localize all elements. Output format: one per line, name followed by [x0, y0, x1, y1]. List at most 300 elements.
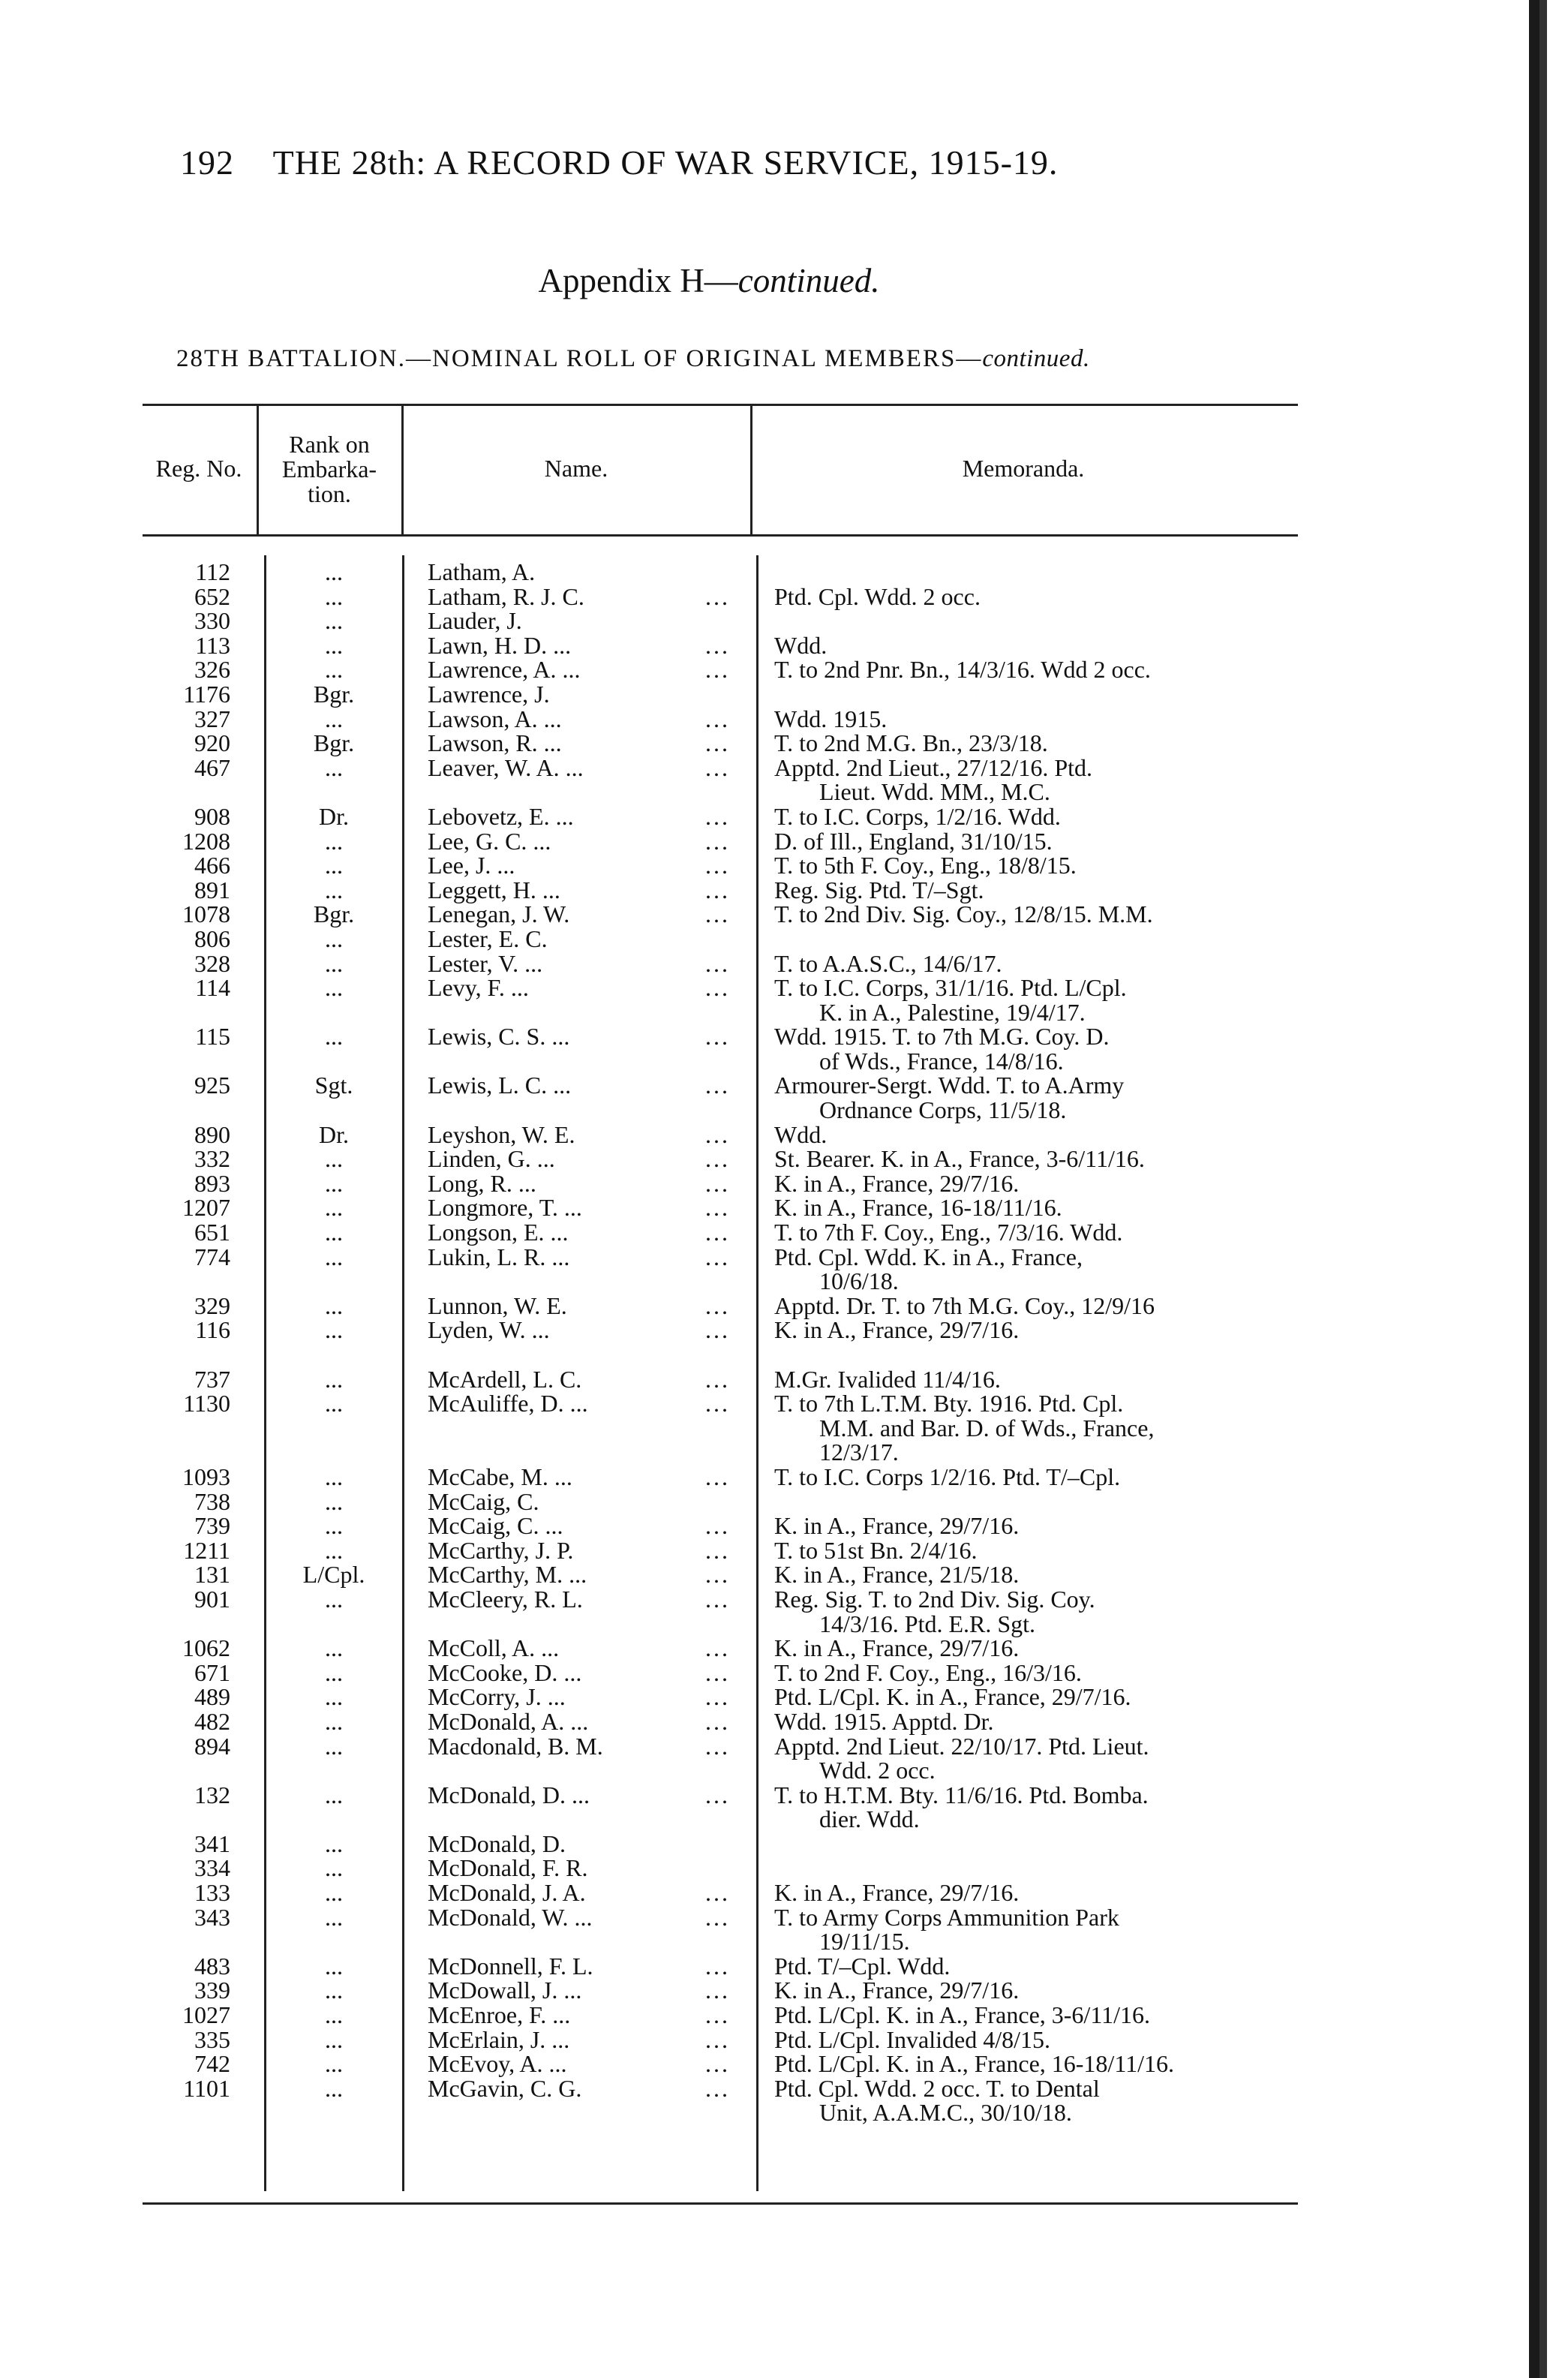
memoranda-cell — [774, 878, 1299, 903]
reg-number: 327 — [194, 705, 230, 732]
rank-cell: ... — [325, 1243, 343, 1270]
name-cell: McCooke, D. ... — [428, 1658, 582, 1686]
memoranda-cell — [774, 2025, 1299, 2053]
memoranda-line: Ptd. Cpl. Wdd. 2 occ. — [774, 582, 981, 610]
reg-number: 1101 — [183, 2074, 230, 2102]
leader-dots: ... — [705, 705, 730, 732]
memoranda-cell — [774, 1685, 1299, 1709]
reg-number: 739 — [194, 1512, 230, 1540]
name-cell: Lauder, J. — [428, 607, 522, 635]
leader-dots: ... — [705, 949, 730, 977]
leader-dots: ... — [705, 1512, 730, 1540]
table-row — [0, 1734, 1568, 1783]
rank-cell: ... — [325, 974, 343, 1002]
reg-number: 339 — [194, 1977, 230, 2004]
memoranda-line: dier. Wdd. — [819, 1805, 920, 1833]
table-row — [0, 1318, 1568, 1342]
reg-number: 671 — [194, 1658, 230, 1686]
rank-cell: ... — [325, 1194, 343, 1222]
reg-number: 908 — [194, 802, 230, 830]
memoranda-line: T. to 51st Bn. 2/4/16. — [774, 1536, 978, 1564]
column-divider — [401, 405, 404, 534]
rank-cell: ... — [325, 1585, 343, 1613]
rank-cell: ... — [325, 656, 343, 684]
table-row — [0, 1685, 1568, 1709]
memoranda-cell — [774, 2003, 1299, 2028]
reg-number: 652 — [194, 582, 230, 610]
table-row — [0, 853, 1568, 878]
table-row — [0, 1487, 1568, 1515]
memoranda-line: Ptd. Cpl. Wdd. 2 occ. T. to Dental — [774, 2074, 1100, 2102]
memoranda-cell — [774, 853, 1299, 878]
table-row — [0, 1658, 1568, 1686]
name-cell: McDonald, W. ... — [428, 1903, 593, 1931]
name-cell: Lawson, A. ... — [428, 705, 562, 732]
nominal-roll-rows — [0, 560, 1568, 2125]
memoranda-line: Apptd. 2nd Lieut. 22/10/17. Ptd. Lieut. — [774, 1732, 1149, 1760]
leader-dots: ... — [705, 1977, 730, 2004]
memoranda-cell — [774, 829, 1299, 854]
table-row — [0, 1147, 1568, 1171]
memoranda-line: Ordnance Corps, 11/5/18. — [819, 1096, 1067, 1124]
table-row — [0, 633, 1568, 658]
memoranda-line: T. to 7th F. Coy., Eng., 7/3/16. Wdd. — [774, 1219, 1123, 1246]
table-row — [0, 753, 1568, 806]
reg-number: 1207 — [182, 1194, 230, 1222]
reg-number: 482 — [194, 1707, 230, 1735]
reg-number: 114 — [195, 974, 230, 1002]
memoranda-line: Lieut. Wdd. MM., M.C. — [819, 778, 1050, 806]
leader-dots: ... — [705, 827, 730, 855]
leader-dots: ... — [705, 974, 730, 1002]
table-row — [0, 924, 1568, 952]
rank-cell: ... — [325, 949, 343, 977]
name-cell: Lawn, H. D. ... — [428, 631, 572, 659]
reg-number: 133 — [194, 1879, 230, 1907]
memoranda-line: T. to 2nd F. Coy., Eng., 16/3/16. — [774, 1658, 1082, 1686]
table-row — [0, 731, 1568, 756]
leader-dots: ... — [705, 1658, 730, 1686]
rank-cell: ... — [325, 1879, 343, 1907]
rank-cell: Bgr. — [313, 680, 355, 708]
table-row — [0, 949, 1568, 977]
table-row — [0, 560, 1568, 585]
reg-number: 467 — [194, 753, 230, 781]
rank-cell: ... — [325, 1291, 343, 1319]
table-row — [0, 2052, 1568, 2076]
name-cell: McColl, A. ... — [428, 1634, 560, 1662]
memoranda-cell — [774, 1073, 1299, 1122]
memoranda-cell — [774, 1391, 1299, 1465]
leader-dots: ... — [705, 1316, 730, 1344]
memoranda-line: K. in A., France, 29/7/16. — [774, 1879, 1020, 1907]
reg-number: 891 — [194, 876, 230, 903]
name-cell: McCarthy, M. ... — [428, 1561, 587, 1589]
memoranda-line: K. in A., France, 29/7/16. — [774, 1977, 1020, 2004]
name-cell: McDonald, D. ... — [428, 1781, 590, 1808]
reg-number: 1078 — [182, 900, 230, 928]
name-cell: Lewis, L. C. ... — [428, 1072, 572, 1099]
memoranda-cell — [774, 1978, 1299, 2003]
table-row — [0, 1120, 1568, 1148]
name-cell: Lewis, C. S. ... — [428, 1023, 570, 1051]
rank-cell: ... — [325, 2050, 343, 2078]
name-cell: Lenegan, J. W. — [428, 900, 570, 928]
name-cell: McCabe, M. ... — [428, 1463, 572, 1490]
leader-dots: ... — [705, 1243, 730, 1270]
reg-number: 335 — [194, 2025, 230, 2053]
table-row — [0, 657, 1568, 682]
reg-number: 343 — [194, 1903, 230, 1931]
name-cell: McDonnell, F. L. — [428, 1952, 593, 1980]
memoranda-line: Unit, A.A.M.C., 30/10/18. — [819, 2099, 1072, 2127]
leader-dots: ... — [705, 729, 730, 757]
table-row — [0, 1073, 1568, 1122]
memoranda-cell — [774, 1709, 1299, 1734]
reg-number: 115 — [195, 1023, 230, 1051]
name-cell: Lebovetz, E. ... — [428, 802, 574, 830]
leader-dots: ... — [705, 2001, 730, 2029]
leader-dots: ... — [705, 1683, 730, 1711]
rank-cell: ... — [325, 1683, 343, 1711]
rank-cell: ... — [325, 558, 343, 585]
memoranda-line: M.Gr. Ivalided 11/4/16. — [774, 1365, 1001, 1393]
leader-dots: ... — [705, 1023, 730, 1051]
name-cell: McCaig, C. ... — [428, 1512, 563, 1540]
reg-number: 806 — [194, 924, 230, 952]
memoranda-cell — [774, 1636, 1299, 1661]
rank-cell: ... — [325, 852, 343, 879]
name-cell: McEnroe, F. ... — [428, 2001, 571, 2029]
memoranda-cell — [774, 1734, 1299, 1783]
name-cell: Leaver, W. A. ... — [428, 753, 584, 781]
running-title: THE 28th: A RECORD OF WAR SERVICE, 1915-19. — [272, 143, 1059, 182]
rank-cell: Dr. — [319, 1120, 349, 1148]
memoranda-cell — [774, 1147, 1299, 1171]
name-cell: McErlain, J. ... — [428, 2025, 570, 2053]
table-top-rule — [143, 404, 1298, 406]
leader-dots: ... — [705, 2025, 730, 2053]
reg-number: 890 — [194, 1120, 230, 1148]
reg-number: 329 — [194, 1291, 230, 1319]
leader-dots: ... — [705, 1634, 730, 1662]
memoranda-cell — [774, 1291, 1299, 1319]
memoranda-cell — [774, 1905, 1299, 1954]
rank-cell: ... — [325, 1023, 343, 1051]
memoranda-cell — [774, 1195, 1299, 1220]
name-cell: McAuliffe, D. ... — [428, 1390, 588, 1417]
memoranda-line: K. in A., France, 29/7/16. — [774, 1169, 1020, 1197]
memoranda-cell — [774, 1587, 1299, 1636]
column-header-memoranda: Memoranda. — [962, 455, 1085, 482]
leader-dots: ... — [705, 1219, 730, 1246]
reg-number: 651 — [194, 1219, 230, 1246]
leader-dots: ... — [705, 1390, 730, 1417]
table-row — [0, 1171, 1568, 1196]
leader-dots: ... — [705, 1561, 730, 1589]
memoranda-cell — [774, 949, 1299, 977]
table-row — [0, 1954, 1568, 1979]
memoranda-cell — [774, 1954, 1299, 1979]
name-cell: McArdell, L. C. — [428, 1365, 582, 1393]
table-row — [0, 682, 1568, 707]
memoranda-line: T. to 5th F. Coy., Eng., 18/8/15. — [774, 852, 1077, 879]
leader-dots: ... — [705, 1291, 730, 1319]
memoranda-line: Wdd. 1915. Apptd. Dr. — [774, 1707, 994, 1735]
column-header-name: Name. — [544, 455, 608, 482]
name-cell: Leggett, H. ... — [428, 876, 560, 903]
leader-dots: ... — [705, 582, 730, 610]
name-cell: Leyshon, W. E. — [428, 1120, 575, 1148]
memoranda-line: Wdd. — [774, 1120, 828, 1148]
name-cell: Linden, G. ... — [428, 1145, 555, 1173]
memoranda-cell — [774, 976, 1299, 1024]
memoranda-line: Ptd. Cpl. Wdd. K. in A., France, — [774, 1243, 1083, 1270]
reg-number: 332 — [194, 1145, 230, 1173]
table-row — [0, 1905, 1568, 1954]
memoranda-line: T. to H.T.M. Bty. 11/6/16. Ptd. Bomba. — [774, 1781, 1149, 1808]
column-divider — [750, 405, 752, 534]
table-row — [0, 1538, 1568, 1563]
name-cell: McDonald, J. A. — [428, 1879, 586, 1907]
header-bottom-rule — [143, 534, 1298, 537]
memoranda-line: 12/3/17. — [819, 1439, 899, 1466]
reg-number: 925 — [194, 1072, 230, 1099]
appendix-heading: Appendix H—continued. — [538, 262, 880, 299]
table-row — [0, 1709, 1568, 1734]
table-row — [0, 1291, 1568, 1319]
reg-number: 328 — [194, 949, 230, 977]
name-cell: Lunnon, W. E. — [428, 1291, 567, 1319]
memoranda-line: Apptd. Dr. T. to 7th M.G. Coy., 12/9/16 — [774, 1291, 1155, 1319]
memoranda-line: Ptd. L/Cpl. K. in A., France, 3-6/11/16. — [774, 2001, 1151, 2029]
memoranda-cell — [774, 1538, 1299, 1563]
memoranda-line: Wdd. 1915. — [774, 705, 888, 732]
memoranda-line: T. to A.A.S.C., 14/6/17. — [774, 949, 1002, 977]
name-cell: McDonald, F. R. — [428, 1854, 588, 1882]
rank-cell: ... — [325, 1390, 343, 1417]
scan-edge-shadow — [1523, 0, 1568, 2378]
memoranda-cell — [774, 1465, 1299, 1490]
reg-number: 893 — [194, 1169, 230, 1197]
leader-dots: ... — [705, 802, 730, 830]
name-cell: Longson, E. ... — [428, 1219, 569, 1246]
rank-cell: ... — [325, 607, 343, 635]
table-row — [0, 609, 1568, 633]
leader-dots: ... — [705, 852, 730, 879]
rank-cell: Sgt. — [314, 1072, 353, 1099]
rank-cell: ... — [325, 924, 343, 952]
table-row — [0, 1880, 1568, 1905]
name-cell: Lawrence, A. ... — [428, 656, 581, 684]
memoranda-line: Ptd. L/Cpl. Invalided 4/8/15. — [774, 2025, 1050, 2053]
name-cell: Lawrence, J. — [428, 680, 550, 708]
table-row — [0, 878, 1568, 903]
name-cell: Lyden, W. ... — [428, 1316, 550, 1344]
reg-number: 774 — [194, 1243, 230, 1270]
rank-cell: ... — [325, 1977, 343, 2004]
memoranda-line: M.M. and Bar. D. of Wds., France, — [819, 1414, 1155, 1442]
rank-cell: ... — [325, 876, 343, 903]
name-cell: Lee, G. C. ... — [428, 827, 551, 855]
rank-cell: ... — [325, 1169, 343, 1197]
memoranda-line: K. in A., France, 21/5/18. — [774, 1561, 1020, 1589]
table-row — [0, 2076, 1568, 2125]
memoranda-cell — [774, 1880, 1299, 1905]
leader-dots: ... — [705, 1879, 730, 1907]
rank-cell: ... — [325, 1952, 343, 1980]
memoranda-line: K. in A., Palestine, 19/4/17. — [819, 998, 1086, 1026]
reg-number: 483 — [194, 1952, 230, 1980]
reg-number: 1130 — [183, 1390, 230, 1417]
name-cell: McDonald, A. ... — [428, 1707, 589, 1735]
name-cell: Macdonald, B. M. — [428, 1732, 603, 1760]
memoranda-cell — [774, 1024, 1299, 1073]
table-row — [0, 1978, 1568, 2003]
leader-dots: ... — [705, 876, 730, 903]
rank-cell: ... — [325, 2074, 343, 2102]
name-cell: Latham, A. — [428, 558, 536, 585]
leader-dots: ... — [705, 1732, 730, 1760]
name-cell: McCorry, J. ... — [428, 1683, 566, 1711]
rank-cell: ... — [325, 1829, 343, 1857]
reg-number: 742 — [194, 2050, 230, 2078]
leader-dots: ... — [705, 1072, 730, 1099]
leader-dots: ... — [705, 1781, 730, 1808]
reg-number: 1211 — [183, 1536, 230, 1564]
reg-number: 894 — [194, 1732, 230, 1760]
memoranda-cell — [774, 804, 1299, 829]
table-row — [0, 582, 1568, 610]
rank-cell: ... — [325, 1781, 343, 1808]
memoranda-line: Ptd. T/–Cpl. Wdd. — [774, 1952, 951, 1980]
rank-cell: ... — [325, 631, 343, 659]
memoranda-cell — [774, 707, 1299, 732]
rank-cell: ... — [325, 1219, 343, 1246]
reg-number: 112 — [195, 558, 230, 585]
memoranda-line: 19/11/15. — [819, 1928, 910, 1956]
rank-cell: ... — [325, 1487, 343, 1515]
memoranda-cell — [774, 582, 1299, 610]
name-cell: Lee, J. ... — [428, 852, 515, 879]
table-row — [0, 1783, 1568, 1832]
rank-cell: ... — [325, 827, 343, 855]
rank-cell: ... — [325, 1316, 343, 1344]
appendix-title: Appendix H — [538, 262, 704, 299]
rank-cell: ... — [325, 582, 343, 610]
name-cell: Levy, F. ... — [428, 974, 529, 1002]
name-cell: Long, R. ... — [428, 1169, 536, 1197]
section-gap — [0, 1342, 1568, 1367]
reg-number: 1208 — [182, 827, 230, 855]
memoranda-line: Wdd. — [774, 631, 828, 659]
name-cell: Lukin, L. R. ... — [428, 1243, 570, 1270]
rank-cell: L/Cpl. — [302, 1561, 365, 1589]
memoranda-line: K. in A., France, 29/7/16. — [774, 1316, 1020, 1344]
rank-cell: ... — [325, 1463, 343, 1490]
memoranda-line: Armourer-Sergt. Wdd. T. to A.Army — [774, 1072, 1125, 1099]
reg-number: 131 — [194, 1561, 230, 1589]
table-row — [0, 2003, 1568, 2028]
table-row — [0, 1024, 1568, 1073]
reg-number: 341 — [194, 1829, 230, 1857]
leader-dots: ... — [705, 2050, 730, 2078]
rank-cell: ... — [325, 1707, 343, 1735]
reg-number: 1062 — [182, 1634, 230, 1662]
leader-dots: ... — [705, 753, 730, 781]
name-cell: Lester, V. ... — [428, 949, 543, 977]
rank-cell: ... — [325, 2025, 343, 2053]
appendix-suffix: continued. — [737, 262, 880, 299]
table-row — [0, 1245, 1568, 1294]
memoranda-line: T. to I.C. Corps, 1/2/16. Wdd. — [774, 802, 1061, 830]
memoranda-line: of Wds., France, 14/8/16. — [819, 1047, 1064, 1075]
page-number: 192 — [180, 143, 234, 182]
table-subtitle — [176, 345, 1090, 373]
memoranda-line: Reg. Sig. Ptd. T/–Sgt. — [774, 876, 984, 903]
rank-cell: ... — [325, 705, 343, 732]
memoranda-cell — [774, 1367, 1299, 1392]
subtitle-suffix: continued. — [982, 345, 1090, 372]
leader-dots: ... — [705, 1365, 730, 1393]
rank-cell: Bgr. — [313, 900, 355, 928]
name-cell: McEvoy, A. ... — [428, 2050, 567, 2078]
rank-cell: Dr. — [319, 802, 349, 830]
memoranda-cell — [774, 1514, 1299, 1538]
rank-cell: ... — [325, 1634, 343, 1662]
rank-cell: ... — [325, 1512, 343, 1540]
memoranda-cell — [774, 902, 1299, 927]
reg-number: 116 — [195, 1316, 230, 1344]
memoranda-cell — [774, 731, 1299, 756]
rank-cell: ... — [325, 1854, 343, 1882]
rank-cell: ... — [325, 753, 343, 781]
table-row — [0, 1562, 1568, 1587]
table-row — [0, 1220, 1568, 1245]
reg-number: 466 — [194, 852, 230, 879]
memoranda-cell — [774, 1120, 1299, 1148]
rank-cell: ... — [325, 1903, 343, 1931]
name-cell: McCleery, R. L. — [428, 1585, 583, 1613]
leader-dots: ... — [705, 1952, 730, 1980]
memoranda-line: 14/3/16. Ptd. E.R. Sgt. — [819, 1610, 1036, 1637]
leader-dots: ... — [705, 1145, 730, 1173]
leader-dots: ... — [705, 900, 730, 928]
column-header-reg: Reg. No. — [155, 455, 242, 482]
reg-number: 738 — [194, 1487, 230, 1515]
rank-cell: ... — [325, 1658, 343, 1686]
rank-cell: ... — [325, 1732, 343, 1760]
reg-number: 1176 — [183, 680, 230, 708]
reg-number: 326 — [194, 656, 230, 684]
memoranda-cell — [774, 2076, 1299, 2125]
memoranda-line: T. to Army Corps Ammunition Park — [774, 1903, 1119, 1931]
table-row — [0, 707, 1568, 732]
name-cell: McCaig, C. — [428, 1487, 539, 1515]
name-cell: McCarthy, J. P. — [428, 1536, 574, 1564]
table-row — [0, 902, 1568, 927]
table-bottom-rule — [143, 2202, 1298, 2205]
name-cell: Latham, R. J. C. — [428, 582, 584, 610]
rank-cell: Bgr. — [313, 729, 355, 757]
rank-cell: ... — [325, 1536, 343, 1564]
leader-dots: ... — [705, 656, 730, 684]
reg-number: 113 — [195, 631, 230, 659]
reg-number: 920 — [194, 729, 230, 757]
reg-number: 1027 — [182, 2001, 230, 2029]
running-header — [180, 143, 1058, 182]
leader-dots: ... — [705, 2074, 730, 2102]
